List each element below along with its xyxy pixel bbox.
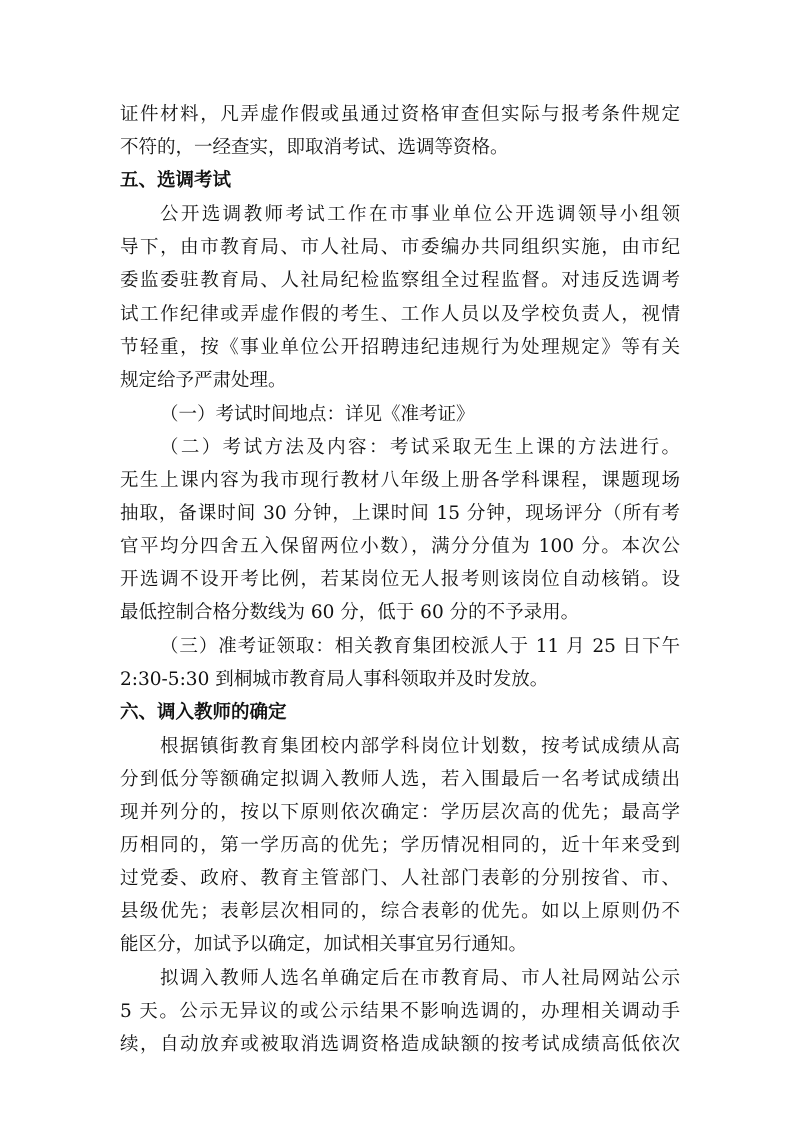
paragraph-line: 历相同的，第一学历高的优先；学历情况相同的，近十年来受到 (120, 835, 680, 856)
paragraph-line: 抽取，备课时间 30 分钟，上课时间 15 分钟，现场评分（所有考 (120, 503, 680, 524)
paragraph-line: 能区分，加试予以确定，加试相关事宜另行通知。 (120, 934, 528, 955)
section-heading-5: 五、选调考试 (120, 170, 232, 191)
paragraph-line: 现并列分的，按以下原则依次确定：学历层次高的优先；最高学 (120, 802, 680, 823)
paragraph-line: 节轻重，按《事业单位公开招聘违纪违规行为处理规定》等有关 (120, 337, 680, 358)
paragraph-line: 委监委驻教育局、人社局纪检监察组全过程监督。对违反选调考 (120, 270, 680, 291)
paragraph-line: 无生上课内容为我市现行教材八年级上册各学科课程，课题现场 (120, 470, 680, 491)
paragraph-line: 公开选调教师考试工作在市事业单位公开选调领导小组领 (160, 204, 680, 225)
paragraph-line: 最低控制合格分数线为 60 分，低于 60 分的不予录用。 (120, 602, 580, 623)
paragraph-line: 官平均分四舍五入保留两位小数），满分分值为 100 分。本次公 (120, 536, 680, 557)
section-heading-6: 六、调入教师的确定 (120, 702, 287, 723)
paragraph-line: 开选调不设开考比例，若某岗位无人报考则该岗位自动核销。设 (120, 569, 680, 590)
paragraph-line: 规定给予严肃处理。 (120, 370, 287, 391)
paragraph-line: 5 天。公示无异议的或公示结果不影响选调的，办理相关调动手 (120, 1001, 680, 1022)
subsection-exam-method: （二）考试方法及内容：考试采取无生上课的方法进行。 (160, 437, 680, 458)
paragraph-line: 导下，由市教育局、市人社局、市委编办共同组织实施，由市纪 (120, 237, 680, 258)
paragraph-line: 不符的，一经查实，即取消考试、选调等资格。 (120, 137, 509, 158)
paragraph-line: 拟调入教师人选名单确定后在市教育局、市人社局网站公示 (160, 968, 680, 989)
subsection-admission-ticket: （三）准考证领取：相关教育集团校派人于 11 月 25 日下午 (160, 636, 680, 657)
paragraph-line: 分到低分等额确定拟调入教师人选，若入围最后一名考试成绩出 (120, 769, 680, 790)
paragraph-line: 续，自动放弃或被取消选调资格造成缺额的按考试成绩高低依次 (120, 1034, 680, 1055)
paragraph-line: 试工作纪律或弄虚作假的考生、工作人员以及学校负责人，视情 (120, 304, 680, 325)
paragraph-line: 县级优先；表彰层次相同的，综合表彰的优先。如以上原则仍不 (120, 901, 680, 922)
paragraph-line: 2:30-5:30 到桐城市教育局人事科领取并及时发放。 (120, 669, 549, 690)
paragraph-line: 证件材料，凡弄虚作假或虽通过资格审查但实际与报考条件规定 (120, 104, 680, 125)
paragraph-line: 过党委、政府、教育主管部门、人社部门表彰的分别按省、市、 (120, 868, 680, 889)
paragraph-line: 根据镇街教育集团校内部学科岗位计划数，按考试成绩从高 (160, 736, 680, 757)
subsection-exam-time: （一）考试时间地点：详见《准考证》 (160, 404, 475, 425)
